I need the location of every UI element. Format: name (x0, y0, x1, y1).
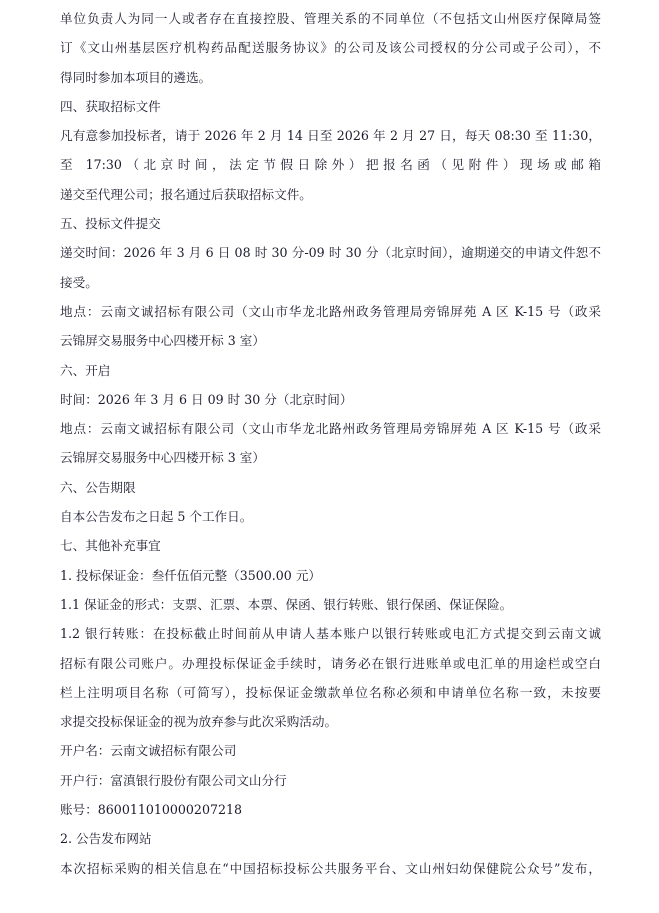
document-line: 接受。 (60, 274, 98, 290)
document-line: 云锦屏交易服务中心四楼开标 3 室） (60, 450, 265, 466)
document-line: 四、获取招标文件 (60, 98, 161, 114)
document-line: 递交至代理公司；报名通过后获取招标文件。 (60, 186, 312, 202)
document-line: 招标有限公司账户。办理投标保证金手续时，请务必在银行进账单或电汇单的用途栏或空白 (60, 655, 601, 671)
document-line: 自本公告发布之日起 5 个工作日。 (60, 509, 253, 525)
document-line: 栏上注明项目名称（可简写），投标保证金缴款单位名称必须和申请单位名称一致，未按要 (60, 684, 601, 700)
document-line: 账号：860011010000207218 (60, 802, 243, 818)
document-line: 云锦屏交易服务中心四楼开标 3 室） (60, 333, 265, 349)
document-line: 1.2 银行转账：在投标截止时间前从申请人基本账户以银行转账或电汇方式提交到云南文诚 (60, 626, 601, 642)
document-line: 至 17:30（北京时间，法定节假日除外）把报名函（见附件）现场或邮箱 (60, 157, 601, 173)
document-line: 2. 公告发布网站 (60, 831, 152, 847)
document-line: 地点：云南文诚招标有限公司（文山市华龙北路州政务管理局旁锦屏苑 A 区 K-15 号（政采 (60, 421, 601, 437)
document-line: 开户行：富滇银行股份有限公司文山分行 (60, 772, 287, 788)
document-line: 求提交投标保证金的视为放弃参与此次采购活动。 (60, 714, 338, 730)
document-line: 时间：2026 年 3 月 6 日 09 时 30 分（北京时间） (60, 391, 353, 407)
document-line: 六、开启 (60, 362, 111, 378)
document-line: 1. 投标保证金：叁仟伍佰元整（3500.00 元） (60, 567, 322, 583)
document-line: 1.1 保证金的形式：支票、汇票、本票、保函、银行转账、银行保函、保证保险。 (60, 596, 513, 612)
document-line: 六、公告期限 (60, 479, 136, 495)
document-line: 本次招标采购的相关信息在“中国招标投标公共服务平台、文山州妇幼保健院公众号”发布， (60, 860, 601, 876)
document-line: 七、其他补充事宜 (60, 538, 161, 554)
document-line: 单位负责人为同一人或者存在直接控股、管理关系的不同单位（不包括文山州医疗保障局签 (60, 11, 601, 26)
document-line: 递交时间：2026 年 3 月 6 日 08 时 30 分-09 时 30 分（北京时间），逾期递交的申请文件恕不 (60, 245, 601, 261)
document-line: 开户名：云南文诚招标有限公司 (60, 743, 237, 759)
document-line: 地点：云南文诚招标有限公司（文山市华龙北路州政务管理局旁锦屏苑 A 区 K-15 号（政采 (60, 303, 601, 319)
document-line: 订《文山州基层医疗机构药品配送服务协议》的公司及该公司授权的分公司或子公司），不 (60, 40, 601, 56)
document-line: 得同时参加本项目的遴选。 (60, 69, 212, 85)
document-line: 五、投标文件提交 (60, 216, 161, 232)
document-line: 凡有意参加投标者，请于 2026 年 2 月 14 日至 2026 年 2 月 27 日，每天 08:30 至 11:30， (60, 128, 601, 144)
